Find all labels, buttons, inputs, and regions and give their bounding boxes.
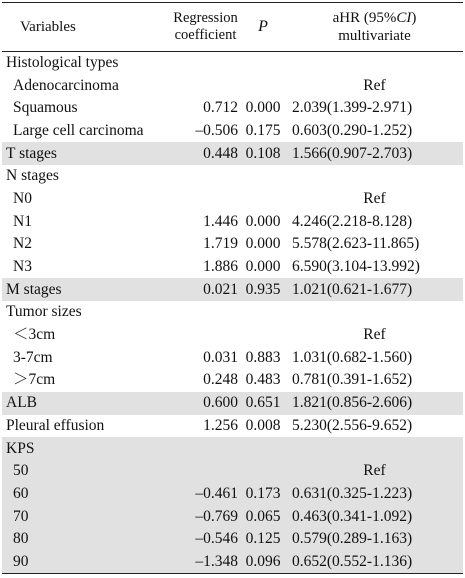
row-label: N3 <box>13 258 32 276</box>
header-regression-line1: Regression <box>173 10 238 26</box>
row-ahr: 1.031(0.682-1.560) <box>292 348 413 366</box>
row-p-value: 0.175 <box>245 121 281 139</box>
table-row <box>2 165 463 188</box>
table-row <box>2 97 463 120</box>
row-p-value: 0.651 <box>240 392 286 415</box>
row-p-value <box>240 188 286 211</box>
row-regression-coefficient: –0.506 <box>195 121 238 139</box>
table-row <box>2 483 463 506</box>
row-label: N2 <box>13 235 32 253</box>
header-ahr-ci: CI <box>396 10 412 26</box>
table-row <box>2 437 463 460</box>
row-label: 3-7cm <box>13 348 53 366</box>
header-row <box>2 3 463 52</box>
row-regression-coefficient <box>171 460 240 483</box>
row-ahr: 1.021(0.621-1.677) <box>286 278 463 301</box>
row-label: Squamous <box>13 99 78 117</box>
row-regression-coefficient: –0.461 <box>171 483 240 506</box>
row-p-value <box>240 52 286 75</box>
row-regression-coefficient: 1.256 <box>203 416 238 434</box>
table-header <box>2 3 463 52</box>
row-ahr: 0.579(0.289-1.163) <box>286 528 463 551</box>
row-label: Large cell carcinoma <box>13 121 144 139</box>
multivariate-regression-table <box>2 2 463 574</box>
header-regression-coefficient <box>171 3 240 52</box>
row-regression-coefficient <box>171 301 240 324</box>
row-p-value <box>240 324 286 347</box>
table-row <box>2 278 463 301</box>
table-row <box>2 460 463 483</box>
row-regression-coefficient: 0.031 <box>203 348 238 366</box>
row-ahr: 0.463(0.341-1.092) <box>286 505 463 528</box>
row-label: 80 <box>2 528 171 551</box>
row-regression-coefficient <box>171 165 240 188</box>
row-ahr: 1.566(0.907-2.703) <box>286 142 463 165</box>
row-ahr: 0.652(0.552-1.136) <box>286 551 463 574</box>
row-ahr: 0.631(0.325-1.223) <box>286 483 463 506</box>
row-regression-coefficient: 1.886 <box>203 258 238 276</box>
row-regression-coefficient: 1.719 <box>203 235 238 253</box>
row-label: KPS <box>2 437 171 460</box>
header-ahr-suffix: ) <box>411 10 417 26</box>
row-p-value: 0.483 <box>245 371 281 389</box>
header-regression-line2: coefficient <box>174 27 237 43</box>
row-ahr: 2.039(1.399-2.971) <box>292 99 413 117</box>
row-regression-coefficient: –0.546 <box>171 528 240 551</box>
table-row <box>2 301 463 324</box>
row-p-value <box>240 165 286 188</box>
table-row <box>2 256 463 279</box>
table-row <box>2 528 463 551</box>
row-p-value <box>240 437 286 460</box>
row-ahr: 1.821(0.856-2.606) <box>286 392 463 415</box>
row-label: N0 <box>13 189 32 207</box>
header-variables: Variables <box>2 3 171 52</box>
row-ahr: 4.246(2.218-8.128) <box>292 212 413 230</box>
row-p-value: 0.108 <box>240 142 286 165</box>
row-p-value: 0.125 <box>240 528 286 551</box>
row-regression-coefficient <box>171 324 240 347</box>
row-label: N1 <box>13 212 32 230</box>
row-ahr <box>286 52 463 75</box>
row-label: ＞7cm <box>13 371 56 389</box>
row-label: N stages <box>6 167 59 185</box>
row-regression-coefficient: –1.348 <box>171 551 240 574</box>
row-ahr: 6.590(3.104-13.992) <box>292 258 420 276</box>
header-p-value: P <box>240 3 286 52</box>
table-row <box>2 74 463 97</box>
table-row <box>2 505 463 528</box>
table-row <box>2 210 463 233</box>
row-p-value: 0.000 <box>245 235 281 253</box>
row-p-value: 0.065 <box>240 505 286 528</box>
row-p-value: 0.000 <box>245 212 281 230</box>
row-ahr: Ref <box>286 460 463 483</box>
row-regression-coefficient <box>171 52 240 75</box>
table-row <box>2 346 463 369</box>
row-ahr: Ref <box>363 326 386 344</box>
row-label: 90 <box>2 551 171 574</box>
table-row <box>2 369 463 392</box>
row-label: Adenocarcinoma <box>13 76 119 94</box>
table-row <box>2 392 463 415</box>
row-regression-coefficient <box>171 437 240 460</box>
row-ahr <box>286 165 463 188</box>
table-row <box>2 52 463 75</box>
row-ahr <box>286 301 463 324</box>
row-ahr: 5.230(2.556-9.652) <box>292 416 413 434</box>
row-p-value: 0.096 <box>240 551 286 574</box>
row-p-value: 0.935 <box>240 278 286 301</box>
row-label: T stages <box>2 142 171 165</box>
row-label: M stages <box>2 278 171 301</box>
row-ahr: 5.578(2.623-11.865) <box>292 235 420 253</box>
header-ahr <box>286 3 463 52</box>
row-ahr: Ref <box>363 76 386 94</box>
table-row <box>2 233 463 256</box>
row-p-value: 0.008 <box>245 416 281 434</box>
row-regression-coefficient: 0.021 <box>171 278 240 301</box>
row-p-value <box>240 301 286 324</box>
row-regression-coefficient: 0.600 <box>171 392 240 415</box>
header-ahr-prefix: aHR (95% <box>332 10 397 26</box>
row-regression-coefficient: 0.248 <box>203 371 238 389</box>
row-regression-coefficient <box>171 74 240 97</box>
row-label: Tumor sizes <box>6 303 82 321</box>
table-row <box>2 551 463 574</box>
table-body <box>2 52 463 574</box>
row-label: ＜3cm <box>13 326 56 344</box>
row-p-value: 0.000 <box>245 99 281 117</box>
row-label: Histological types <box>6 54 119 72</box>
row-ahr: 0.781(0.391-1.652) <box>292 371 413 389</box>
header-ahr-multivariate: multivariate <box>338 28 411 44</box>
table-row <box>2 120 463 143</box>
row-regression-coefficient: 0.448 <box>171 142 240 165</box>
row-label: 50 <box>2 460 171 483</box>
row-ahr: Ref <box>363 189 386 207</box>
row-regression-coefficient: 1.446 <box>203 212 238 230</box>
row-regression-coefficient <box>171 188 240 211</box>
row-label: ALB <box>2 392 171 415</box>
table-row <box>2 188 463 211</box>
row-p-value <box>240 460 286 483</box>
row-p-value <box>240 74 286 97</box>
row-p-value: 0.883 <box>245 348 281 366</box>
row-p-value: 0.000 <box>245 258 281 276</box>
row-label: 70 <box>2 505 171 528</box>
row-ahr <box>286 437 463 460</box>
row-regression-coefficient: –0.769 <box>171 505 240 528</box>
table-row <box>2 142 463 165</box>
table-row <box>2 415 463 438</box>
row-regression-coefficient: 0.712 <box>203 99 238 117</box>
row-label: Pleural effusion <box>6 416 105 434</box>
row-label: 60 <box>2 483 171 506</box>
row-ahr: 0.603(0.290-1.252) <box>292 121 413 139</box>
row-p-value: 0.173 <box>240 483 286 506</box>
table-row <box>2 324 463 347</box>
